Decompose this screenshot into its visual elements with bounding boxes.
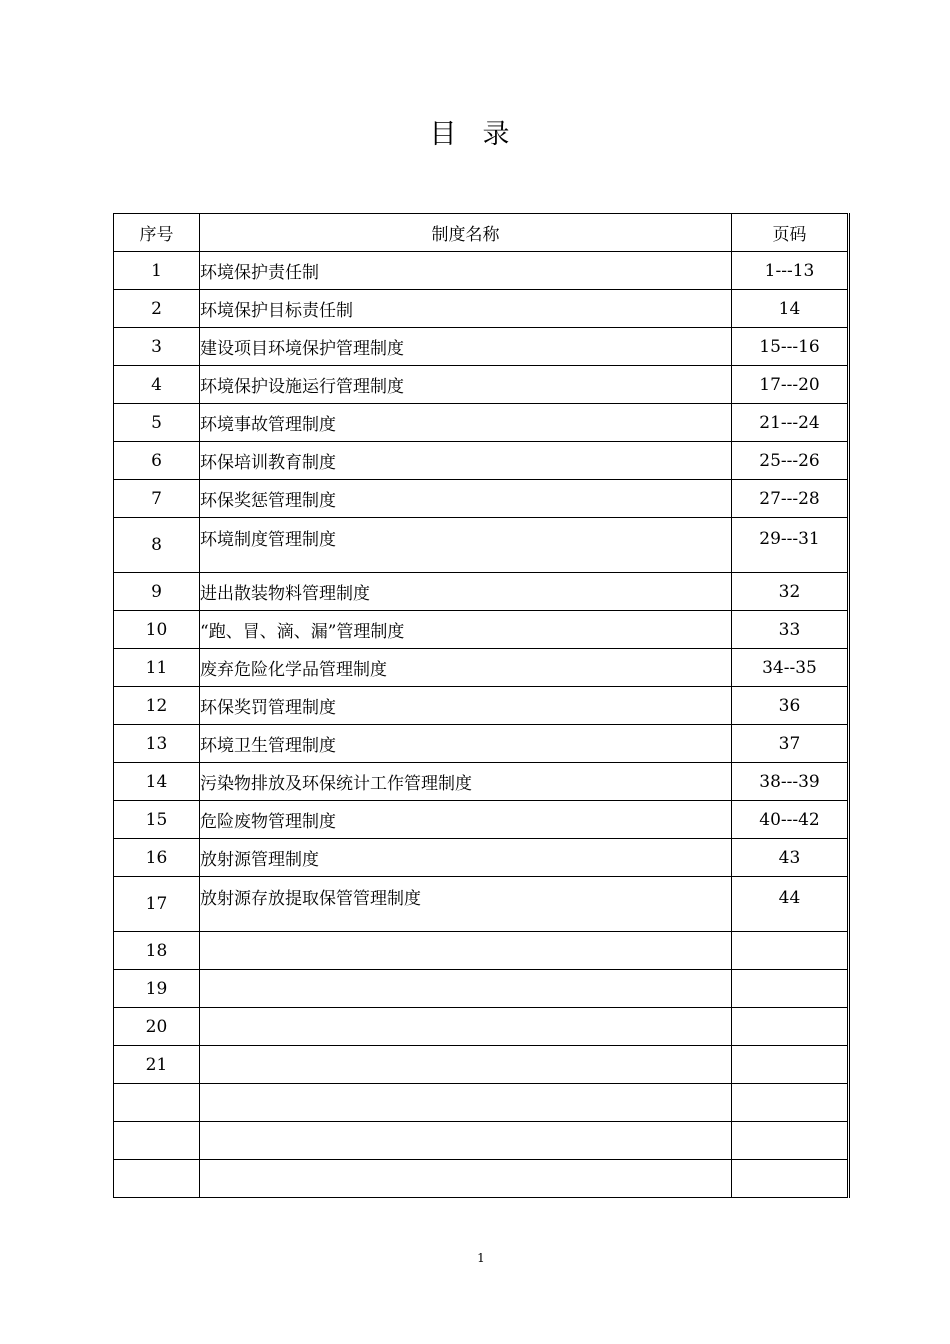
table-row — [114, 970, 849, 1008]
row-pages: 36 — [732, 687, 849, 725]
row-name: 放射源管理制度 — [200, 839, 732, 877]
row-number: 1 — [114, 252, 200, 290]
table-row — [114, 725, 849, 763]
row-pages: 37 — [732, 725, 849, 763]
row-number: 9 — [114, 573, 200, 611]
row-name — [200, 970, 732, 1008]
row-pages: 1---13 — [732, 252, 849, 290]
page-number: 1 — [477, 1251, 485, 1265]
row-name: 危险废物管理制度 — [200, 801, 732, 839]
table-row — [114, 611, 849, 649]
row-name: 建设项目环境保护管理制度 — [200, 328, 732, 366]
row-number — [114, 1160, 200, 1198]
row-number: 2 — [114, 290, 200, 328]
toc-table — [113, 213, 850, 1198]
row-number: 7 — [114, 480, 200, 518]
page-title: 目录 — [429, 119, 536, 150]
table-row — [114, 801, 849, 839]
row-name: 废弃危险化学品管理制度 — [200, 649, 732, 687]
table-header-row — [114, 214, 849, 252]
row-pages: 21---24 — [732, 404, 849, 442]
row-number: 5 — [114, 404, 200, 442]
row-number: 19 — [114, 970, 200, 1008]
row-number — [114, 1084, 200, 1122]
row-pages: 44 — [732, 877, 849, 932]
table-row — [114, 932, 849, 970]
table-row — [114, 1008, 849, 1046]
row-pages: 29---31 — [732, 518, 849, 573]
table-row — [114, 1122, 849, 1160]
row-number: 10 — [114, 611, 200, 649]
table-row — [114, 366, 849, 404]
row-name — [200, 1008, 732, 1046]
table-row — [114, 573, 849, 611]
row-pages: 32 — [732, 573, 849, 611]
row-name — [200, 1046, 732, 1084]
table-row — [114, 687, 849, 725]
row-pages: 14 — [732, 290, 849, 328]
row-name: 环境制度管理制度 — [200, 518, 732, 573]
row-number: 14 — [114, 763, 200, 801]
header-pages: 页码 — [732, 214, 849, 252]
row-name: 环保奖罚管理制度 — [200, 687, 732, 725]
row-name: 环境保护责任制 — [200, 252, 732, 290]
table-row — [114, 877, 849, 932]
row-name — [200, 932, 732, 970]
row-pages: 33 — [732, 611, 849, 649]
row-number: 8 — [114, 518, 200, 573]
header-number: 序号 — [114, 214, 200, 252]
row-name — [200, 1160, 732, 1198]
row-name: 环境卫生管理制度 — [200, 725, 732, 763]
row-pages — [732, 1008, 849, 1046]
row-number: 18 — [114, 932, 200, 970]
row-pages: 38---39 — [732, 763, 849, 801]
row-pages — [732, 1122, 849, 1160]
row-name — [200, 1122, 732, 1160]
row-pages: 40---42 — [732, 801, 849, 839]
row-name — [200, 1084, 732, 1122]
row-number: 21 — [114, 1046, 200, 1084]
row-pages — [732, 1084, 849, 1122]
table-row — [114, 1160, 849, 1198]
table-row — [114, 404, 849, 442]
row-number: 12 — [114, 687, 200, 725]
table-row — [114, 763, 849, 801]
row-number: 11 — [114, 649, 200, 687]
row-pages — [732, 970, 849, 1008]
row-number: 20 — [114, 1008, 200, 1046]
row-name: 环保奖惩管理制度 — [200, 480, 732, 518]
row-number: 4 — [114, 366, 200, 404]
row-pages — [732, 1046, 849, 1084]
table-row — [114, 290, 849, 328]
table-row — [114, 328, 849, 366]
row-number: 17 — [114, 877, 200, 932]
table-row — [114, 839, 849, 877]
table-row — [114, 518, 849, 573]
row-pages — [732, 932, 849, 970]
row-name: 污染物排放及环保统计工作管理制度 — [200, 763, 732, 801]
row-pages: 43 — [732, 839, 849, 877]
row-name: 进出散装物料管理制度 — [200, 573, 732, 611]
row-number: 13 — [114, 725, 200, 763]
table-row — [114, 1046, 849, 1084]
row-number: 6 — [114, 442, 200, 480]
header-name: 制度名称 — [200, 214, 732, 252]
table-row — [114, 442, 849, 480]
row-name: 放射源存放提取保管管理制度 — [200, 877, 732, 932]
table-row — [114, 649, 849, 687]
row-name: “跑、冒、滴、漏”管理制度 — [200, 611, 732, 649]
row-pages — [732, 1160, 849, 1198]
row-number: 16 — [114, 839, 200, 877]
row-pages: 34--35 — [732, 649, 849, 687]
table-row — [114, 252, 849, 290]
row-number — [114, 1122, 200, 1160]
row-pages: 15---16 — [732, 328, 849, 366]
row-pages: 17---20 — [732, 366, 849, 404]
row-pages: 25---26 — [732, 442, 849, 480]
row-pages: 27---28 — [732, 480, 849, 518]
row-name: 环境保护目标责任制 — [200, 290, 732, 328]
row-number: 3 — [114, 328, 200, 366]
row-name: 环境事故管理制度 — [200, 404, 732, 442]
row-number: 15 — [114, 801, 200, 839]
row-name: 环境保护设施运行管理制度 — [200, 366, 732, 404]
row-name: 环保培训教育制度 — [200, 442, 732, 480]
table-row — [114, 1084, 849, 1122]
table-row — [114, 480, 849, 518]
